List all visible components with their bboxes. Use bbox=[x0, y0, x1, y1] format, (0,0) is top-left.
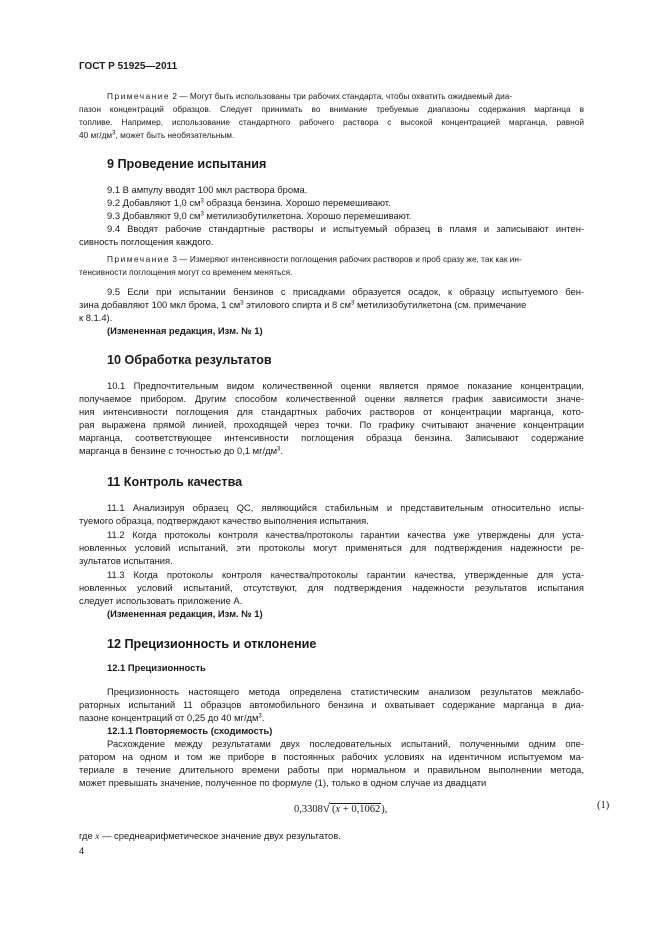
note-2-line-1: Примечание 2 — Могут быть использованы три рабочих стандарта, чтобы охватить ожидаемый диа- bbox=[107, 91, 513, 101]
clause-11-2-line-1: 11.2 Когда протоколы контроля качества/протоколы гарантии качества уже утверждены для уста- bbox=[107, 529, 584, 540]
clause-9-1: 9.1 В ампулу вводят 100 мкл раствора брома. bbox=[107, 184, 308, 195]
clause-12-1-line-3: пазоне концентраций от 0,25 до 40 $мг/дм^3$. bbox=[79, 712, 265, 723]
clause-11-3-line-3: следует использовать приложение А. bbox=[79, 595, 243, 606]
formula-1: 0,3308√ (x + 0,1062), bbox=[294, 800, 388, 815]
formula-number: (1) bbox=[597, 800, 610, 811]
clause-12-1-line-1: Прецизионность настоящего метода определена статистическим анализом результатов межлабо- bbox=[107, 686, 584, 697]
clause-10-1-line-3: ния интенсивности поглощения для стандартных рабочих растворов от концентрации марганца, кото- bbox=[79, 406, 584, 417]
section-11-heading: 11 Контроль качества bbox=[107, 475, 243, 489]
clause-11-1-line-1: 11.1 Анализируя образец QC, являющийся стабильным и представительным относительно испы- bbox=[107, 502, 584, 513]
amendment-note-11: (Измененная редакция, Изм. № 1) bbox=[107, 608, 263, 619]
clause-12-1-1-line-2: ратором на одном и том же приборе в постоянных рабочих условиях на идентичном испытуемом ма- bbox=[79, 751, 584, 762]
note-3-line-2: тенсивности поглощения могут со временем меняться. bbox=[79, 267, 293, 277]
clause-9-2: 9.2 Добавляют 1,0 $см^3$ образца бензина. Хорошо перемешивают. bbox=[107, 197, 391, 208]
clause-9-5-line-3: к 8.1.4). bbox=[79, 312, 113, 323]
clause-9-3: 9.3 Добавляют 9,0 $см^3$ метилизобутилкетона. Хорошо перемешивают. bbox=[107, 210, 412, 221]
page-number: 4 bbox=[79, 845, 85, 856]
note-2-line-2: пазон концентраций образцов. Следует принимать во внимание требуемые диапазоны содержания марганца в bbox=[79, 104, 584, 114]
clause-11-3-line-2: новленных условий испытаний, отсутствуют, для подтверждения надежности результатов испытания bbox=[79, 582, 584, 593]
note-2-line-3: топливе. Например, использование стандартного рабочего раствора с высокой концентрацией марганца, равной bbox=[79, 117, 584, 127]
clause-11-2-line-3: зультатов испытания. bbox=[79, 555, 173, 566]
formula-legend: где x — среднеарифметическое значение двух результатов. bbox=[79, 830, 341, 842]
sqrt-icon: √ bbox=[322, 800, 331, 815]
sqrt-radicand: (x + 0,1062 bbox=[332, 804, 381, 815]
section-9-heading: 9 Проведение испытания bbox=[107, 157, 267, 171]
clause-9-4-line-1: 9.4 Вводят рабочие стандартные растворы и испытуемый образец в пламя и записывают интен- bbox=[107, 223, 584, 234]
note-2-line-4: 40 $мг/дм^3$, может быть необязательным. bbox=[79, 130, 235, 140]
section-10-heading: 10 Обработка результатов bbox=[107, 353, 272, 367]
clause-10-1-line-2: получаемое прибором. Другим способом количественной оценки является график зависимости значе- bbox=[79, 393, 584, 404]
clause-12-1-line-2: раторных испытаний 11 образцов автомобильного бензина и охватывает содержание марганца в диа- bbox=[79, 699, 584, 710]
clause-11-1-line-2: туемого образца, подтверждают качество выполнения испытания. bbox=[79, 515, 369, 526]
amendment-note-9: (Измененная редакция, Изм. № 1) bbox=[107, 325, 263, 336]
document-header: ГОСТ Р 51925—2011 bbox=[79, 61, 178, 72]
clause-10-1-line-6: марганца в бензине с точностью до 0,1 $мг/дм^3$. bbox=[79, 445, 283, 456]
clause-9-5-line-2: зина добавляют 100 мкл брома, 1 $см^3$ этилового спирта и 8 $см^3$ метилизобутилкетона (см. примечание bbox=[79, 299, 527, 310]
note-3-line-1: Примечание 3 — Измеряют интенсивности поглощения рабочих растворов и проб сразу же, так как ин- bbox=[107, 254, 522, 264]
note-label: Примечание bbox=[107, 254, 171, 264]
note-label: Примечание bbox=[107, 91, 171, 101]
clause-10-1-line-4: рая выражена прямой линией, проходящей через точки. По графику считывают значение концентрации bbox=[79, 419, 584, 430]
clause-12-1-1-line-4: может превышать значение, полученное по формуле (1), только в одном случае из двадцати bbox=[79, 777, 487, 788]
subsection-12-1-heading: 12.1 Прецизионность bbox=[107, 662, 206, 673]
section-12-heading: 12 Прецизионность и отклонение bbox=[107, 637, 317, 651]
clause-11-3-line-1: 11.3 Когда протоколы контроля качества/протоколы гарантии качества, утвержденные для уста- bbox=[107, 569, 584, 580]
clause-10-1-line-5: марганца, соответствующее интенсивности поглощения образца бензина. Записывают содержание bbox=[79, 432, 584, 443]
clause-10-1-line-1: 10.1 Предпочтительным видом количественной оценки является прямое показание концентрации, bbox=[107, 380, 584, 391]
clause-11-2-line-2: новленных условий испытаний, эти протоколы могут применяться для подтверждения надежности ре- bbox=[79, 542, 584, 553]
clause-9-4-line-2: сивность поглощения каждого. bbox=[79, 236, 214, 247]
clause-12-1-1-line-3: териале в течение длительного времени работы при нормальном и правильном выполнении метода, bbox=[79, 764, 584, 775]
clause-12-1-1-line-1: Расхождение между результатами двух последовательных испытаний, полученными одним опе- bbox=[107, 738, 584, 749]
subsection-12-1-1-heading: 12.1.1 Повторяемость (сходимость) bbox=[107, 725, 273, 736]
clause-9-5-line-1: 9.5 Если при испытании бензинов с присадками образуется осадок, к образцу испытуемого бен- bbox=[107, 286, 584, 297]
